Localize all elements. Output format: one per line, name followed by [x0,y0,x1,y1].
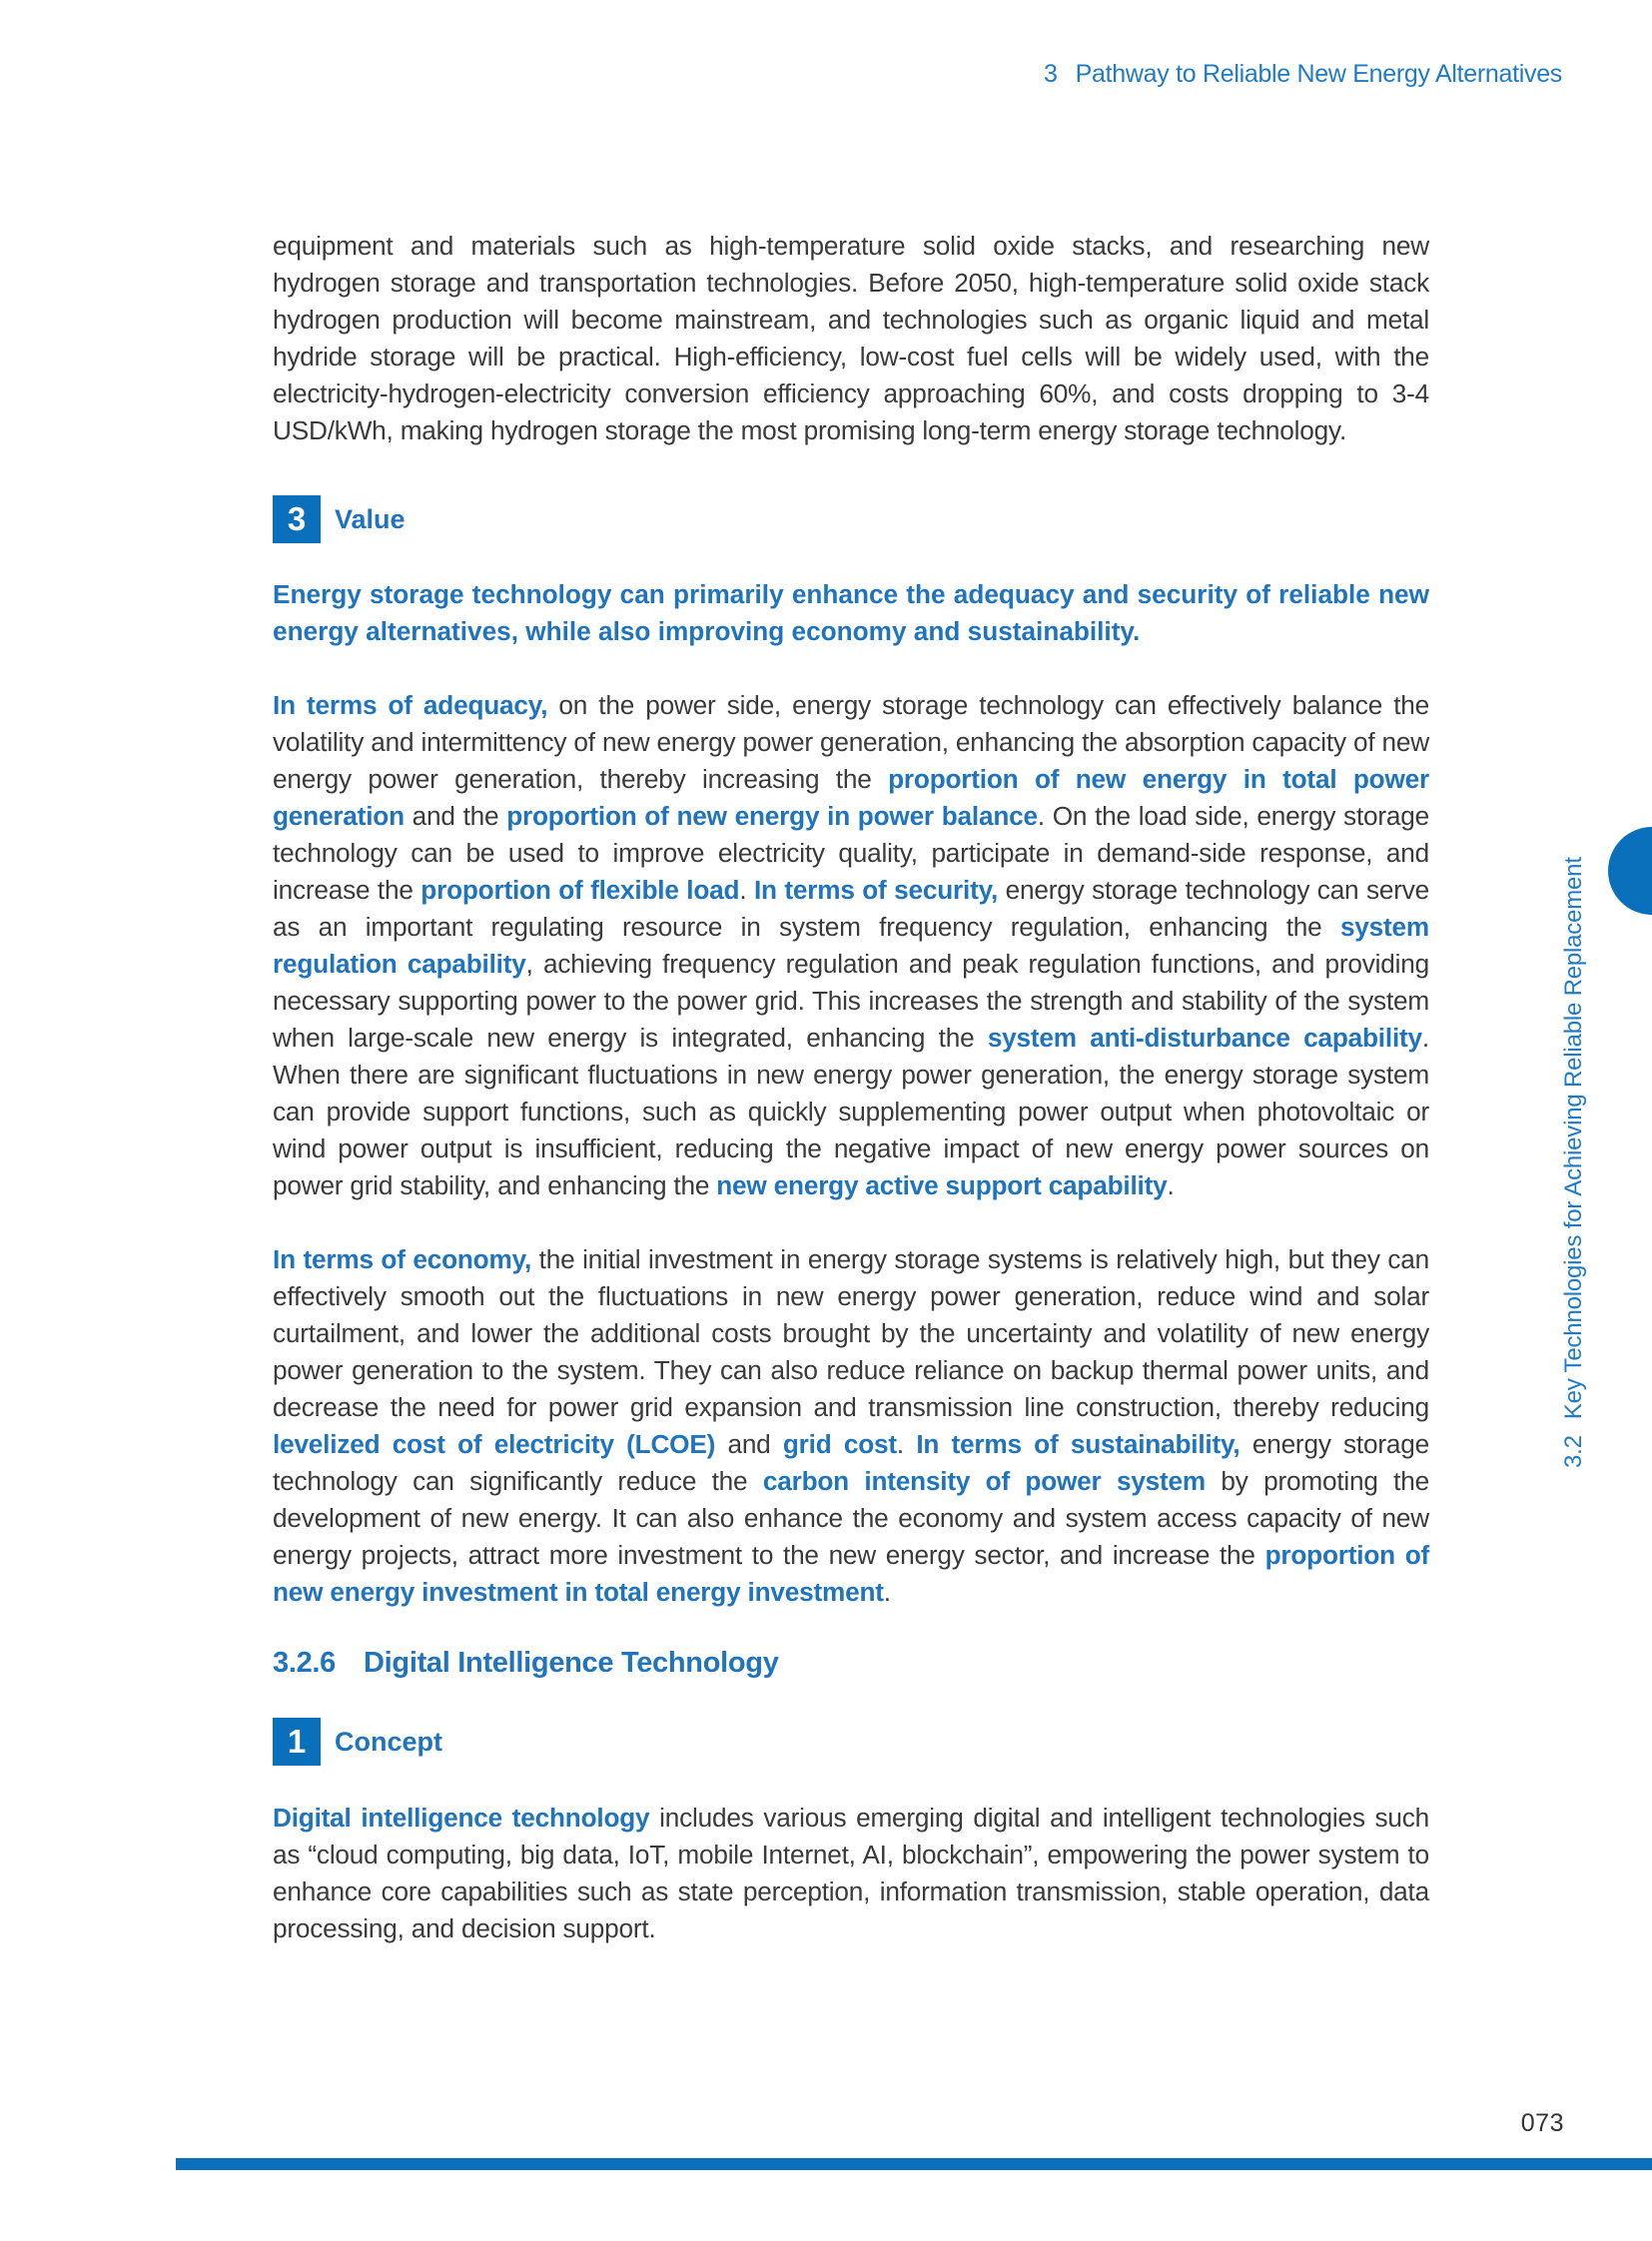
page-content [273,228,1429,1947]
chapter-tab-marker [1608,827,1652,915]
concept-subheading [273,1718,1429,1766]
text-run: . When there are significant fluctuations in new energy power generation, the energy storage system can provide support functions, such as quickly supplementing power output when photovoltaic or wind power output is insufficient, reducing the negative impact of new energy power sources on power grid stability, and enhancing the [273,1023,1429,1200]
key-term: proportion of new energy investment in total energy investment [273,1540,1430,1607]
key-term: proportion of flexible load [420,875,740,905]
value-subheading [273,495,1429,543]
side-section-number: 3.2 [1560,1435,1587,1468]
key-term: levelized cost of electricity (LCOE) [273,1429,716,1459]
value-heading: Value [335,503,406,534]
intro-paragraph: equipment and materials such as high-temperature solid oxide stacks, and researching new hydrogen storage and transportation technologies. Before 2050, high-temperature solid oxide stack hydrogen production will become mainstream, and technologies such as organic liquid and metal hydride storage will be practical. High-efficiency, low-cost fuel cells will be widely used, with the electricity-hydrogen-electricity conversion efficiency approaching 60%, and costs dropping to 3-4 USD/kWh, making hydrogen storage the most promising long-term energy storage technology. [273,231,1429,445]
key-term: grid cost [782,1429,897,1459]
key-term: Digital intelligence technology [273,1803,650,1833]
text-run: the initial investment in energy storage systems is relatively high, but they can effectively smooth out the fluctuations in new energy power generation, reduce wind and solar curtailment, and lower the additional costs brought by the uncertainty and volatility of new energy power generation to the system. They can also reduce reliance on backup thermal power units, and decrease the need for power grid expansion and transmission line construction, thereby reducing [273,1244,1429,1422]
text-run: . [896,1429,917,1459]
text-run: . [883,1577,891,1607]
section-number-badge: 3 [273,495,321,543]
footer-rule [176,2158,1652,2170]
page-number: 073 [1520,2109,1564,2137]
key-term: proportion of new energy in total power generation [273,764,1430,831]
text-run: and [715,1429,783,1459]
chapter-title: Pathway to Reliable New Energy Alternatives [1075,60,1562,88]
section-number: 3.2.6 [273,1647,336,1679]
running-header [1044,60,1562,89]
key-term: In terms of sustainability, [916,1429,1240,1459]
text-run: energy storage technology can serve as an important regulating resource in system frequency regulation, enhancing the [273,875,1430,942]
text-run: , achieving frequency regulation and peak regulation functions, and providing necessary supporting power to the power grid. This increases the strength and stability of the system when large-scale new energy is integrated, enhancing the [273,949,1430,1053]
key-term: system regulation capability [273,912,1429,979]
key-term: new energy active support capability [716,1170,1168,1200]
key-term: In terms of economy, [273,1244,532,1274]
concept-paragraph [273,1800,1429,1947]
key-term: proportion of new energy in power balance [506,801,1038,831]
key-term: system anti-disturbance capability [987,1023,1422,1053]
side-section-title: Key Technologies for Achieving Reliable Replacement [1560,857,1587,1420]
key-term: In terms of adequacy, [273,690,548,720]
text-run: includes various emerging digital and intelligent technologies such as “cloud computing, big data, IoT, mobile Internet, AI, blockchain”, empowering the power system to enhance core capabilities such as state perception, information transmission, stable operation, data processing, and decision support. [273,1803,1429,1943]
value-lead-statement: Energy storage technology can primarily enhance the adequacy and security of reliable new energy alternatives, while also improving economy and sustainability. [273,579,1429,646]
text-run: and the [404,801,507,831]
key-term: In terms of security, [753,875,999,905]
section-heading-3-2-6 [273,1647,1429,1680]
text-run: on the power side, energy storage technology can effectively balance the volatility and intermittency of new energy power generation, enhancing the absorption capacity of new energy power generation, thereby increasing the [273,690,1429,794]
key-term: carbon intensity of power system [762,1466,1207,1496]
text-run: . [739,875,754,905]
text-run: energy storage technology can significantly reduce the [273,1429,1429,1496]
economy-sustainability-paragraph [273,1241,1429,1611]
adequacy-security-paragraph [273,687,1429,1204]
section-number-badge: 1 [273,1718,321,1766]
vertical-section-label [1560,857,1588,1468]
section-title: Digital Intelligence Technology [364,1647,779,1679]
text-run: . On the load side, energy storage technology can be used to improve electricity quality, participate in demand-side response, and increase the [273,801,1429,905]
text-run: by promoting the development of new energy. It can also enhance the economy and system access capacity of new energy projects, attract more investment to the new energy sector, and increase the [273,1466,1429,1570]
concept-heading: Concept [335,1726,442,1757]
chapter-number: 3 [1044,60,1058,88]
text-run: . [1167,1170,1175,1200]
